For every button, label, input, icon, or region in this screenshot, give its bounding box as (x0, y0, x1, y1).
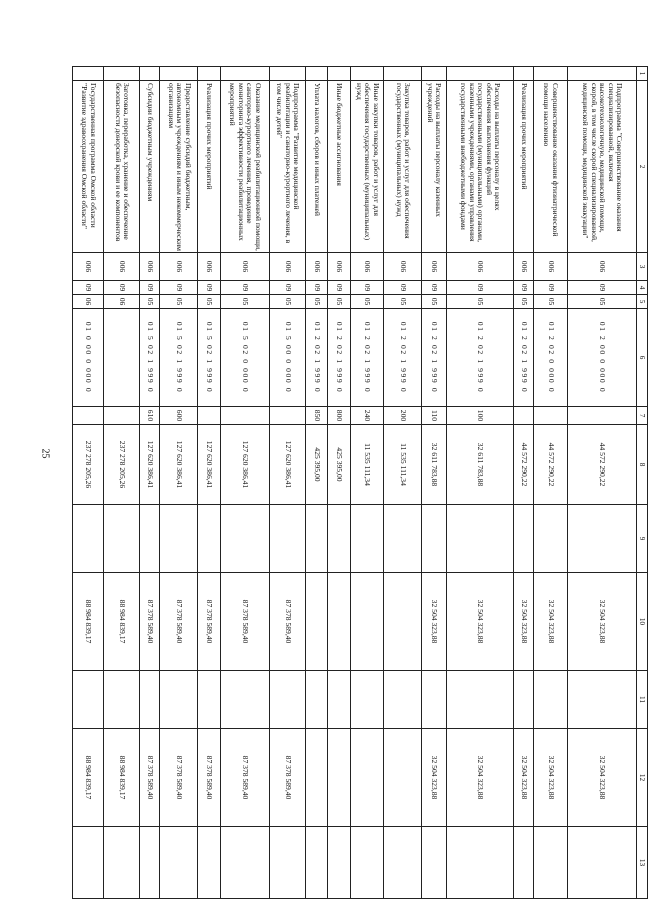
cell-c12: 87 378 589,40 (198, 729, 220, 827)
cell-c11 (73, 671, 104, 729)
cell-c10 (305, 573, 327, 671)
row-name-cell: Иные бюджетные ассигнования (328, 81, 350, 253)
cell-c9 (567, 505, 636, 573)
cell-c11 (422, 671, 447, 729)
cell-c12: 87 378 589,40 (270, 729, 306, 827)
cell-c4: 09 (567, 281, 636, 295)
cell-c10: 32 504 323,88 (567, 573, 636, 671)
cell-c5: 05 (567, 295, 636, 309)
table-row (513, 67, 533, 899)
cell-c11 (270, 671, 306, 729)
cell-c6: 01 2 02 0 000 0 (534, 309, 568, 407)
cell-c12: 87 378 589,40 (220, 729, 269, 827)
table-row (140, 67, 160, 899)
col-header: 1 (637, 67, 648, 81)
cell-c4: 09 (305, 281, 327, 295)
cell-c7 (513, 407, 533, 425)
cell-c7: 850 (305, 407, 327, 425)
cell-c3: 006 (198, 253, 220, 281)
col-header: 12 (637, 729, 648, 827)
cell-c12: 88 984 839,17 (73, 729, 104, 827)
cell-c13 (104, 827, 140, 899)
row-spacer-cell (328, 67, 350, 81)
col-header: 3 (637, 253, 648, 281)
cell-c3: 006 (422, 253, 447, 281)
cell-c12 (305, 729, 327, 827)
col-header: 6 (637, 309, 648, 407)
cell-c3: 006 (513, 253, 533, 281)
cell-c13 (513, 827, 533, 899)
cell-c3: 006 (140, 253, 160, 281)
cell-c11 (305, 671, 327, 729)
cell-c3: 006 (305, 253, 327, 281)
cell-c9 (305, 505, 327, 573)
cell-c13 (534, 827, 568, 899)
cell-c3: 006 (384, 253, 422, 281)
col-header: 10 (637, 573, 648, 671)
cell-c7: 800 (328, 407, 350, 425)
cell-c12: 32 504 323,88 (567, 729, 636, 827)
row-spacer-cell (198, 67, 220, 81)
cell-c8: 44 572 290,22 (534, 425, 568, 505)
cell-c11 (384, 671, 422, 729)
row-name-cell: Реализация прочих мероприятий (513, 81, 533, 253)
cell-c12: 32 504 323,88 (422, 729, 447, 827)
cell-c12: 87 378 589,40 (140, 729, 160, 827)
cell-c7: 600 (160, 407, 198, 425)
row-spacer-cell (513, 67, 533, 81)
cell-c8: 32 611 783,88 (422, 425, 447, 505)
cell-c4: 09 (73, 281, 104, 295)
row-name-cell: Заготовка, переработка, хранение и обеспечение безопасности донорской крови и ее компонентов (104, 81, 140, 253)
cell-c4: 09 (198, 281, 220, 295)
row-spacer-cell (446, 67, 513, 81)
col-header: 11 (637, 671, 648, 729)
cell-c6: 01 5 00 0 000 0 (270, 309, 306, 407)
row-spacer-cell (270, 67, 306, 81)
col-header: 9 (637, 505, 648, 573)
cell-c6 (104, 309, 140, 407)
cell-c12: 88 984 839,17 (104, 729, 140, 827)
cell-c13 (305, 827, 327, 899)
cell-c11 (567, 671, 636, 729)
cell-c13 (73, 827, 104, 899)
cell-c10: 87 378 589,40 (140, 573, 160, 671)
cell-c7: 240 (350, 407, 384, 425)
cell-c8: 11 535 111,34 (384, 425, 422, 505)
cell-c12: 32 504 323,88 (534, 729, 568, 827)
cell-c5: 05 (384, 295, 422, 309)
cell-c11 (328, 671, 350, 729)
cell-c12 (328, 729, 350, 827)
cell-c7: 100 (446, 407, 513, 425)
cell-c6: 01 2 02 1 999 0 (384, 309, 422, 407)
cell-c13 (446, 827, 513, 899)
row-name-cell: Подпрограмма "Развитие медицинской реабилитации и санаторно-курортного лечения, в том числе детей" (270, 81, 306, 253)
cell-c13 (270, 827, 306, 899)
cell-c7 (73, 407, 104, 425)
cell-c4: 09 (422, 281, 447, 295)
cell-c5: 05 (534, 295, 568, 309)
cell-c4: 09 (220, 281, 269, 295)
cell-c9 (198, 505, 220, 573)
cell-c3: 006 (328, 253, 350, 281)
cell-c9 (328, 505, 350, 573)
cell-c13 (140, 827, 160, 899)
cell-c5: 05 (305, 295, 327, 309)
table-row (422, 67, 447, 899)
row-spacer-cell (422, 67, 447, 81)
cell-c3: 006 (160, 253, 198, 281)
table-row (534, 67, 568, 899)
col-header: 13 (637, 827, 648, 899)
cell-c13 (328, 827, 350, 899)
cell-c4: 09 (140, 281, 160, 295)
cell-c11 (534, 671, 568, 729)
col-header: 4 (637, 281, 648, 295)
cell-c13 (220, 827, 269, 899)
cell-c6: 01 5 02 0 000 0 (220, 309, 269, 407)
cell-c10: 32 504 323,88 (446, 573, 513, 671)
cell-c9 (350, 505, 384, 573)
row-spacer-cell (350, 67, 384, 81)
cell-c9 (160, 505, 198, 573)
cell-c4: 09 (328, 281, 350, 295)
table-row (73, 67, 104, 899)
cell-c7 (198, 407, 220, 425)
cell-c5: 05 (220, 295, 269, 309)
cell-c6: 01 5 02 1 999 0 (198, 309, 220, 407)
table-row (384, 67, 422, 899)
cell-c5: 05 (350, 295, 384, 309)
cell-c13 (422, 827, 447, 899)
cell-c8: 11 535 111,34 (350, 425, 384, 505)
row-name-cell: Оказание медицинской реабилитационной помощи, санаторно-курортного лечения, проведение мониторинга эффективности реабилитационных мероприятий (220, 81, 269, 253)
table-row (305, 67, 327, 899)
cell-c3: 006 (104, 253, 140, 281)
cell-c11 (220, 671, 269, 729)
cell-c7: 610 (140, 407, 160, 425)
row-spacer-cell (104, 67, 140, 81)
cell-c8: 127 620 386,41 (198, 425, 220, 505)
cell-c10 (328, 573, 350, 671)
cell-c8: 44 572 290,22 (567, 425, 636, 505)
table-row (328, 67, 350, 899)
cell-c9 (534, 505, 568, 573)
page-number: 25 (39, 448, 51, 459)
row-name-cell: Иные закупки товаров, работ и услуг для обеспечения государственных (муниципальных) нужд (350, 81, 384, 253)
cell-c4: 09 (534, 281, 568, 295)
cell-c12: 87 378 589,40 (160, 729, 198, 827)
cell-c4: 09 (270, 281, 306, 295)
table-row (198, 67, 220, 899)
table-row (104, 67, 140, 899)
cell-c7: 200 (384, 407, 422, 425)
cell-c3: 006 (350, 253, 384, 281)
cell-c7 (534, 407, 568, 425)
cell-c9 (104, 505, 140, 573)
cell-c11 (140, 671, 160, 729)
cell-c5: 06 (104, 295, 140, 309)
cell-c8: 237 278 205,26 (104, 425, 140, 505)
cell-c8: 425 395,00 (305, 425, 327, 505)
cell-c5: 05 (446, 295, 513, 309)
cell-c10 (350, 573, 384, 671)
cell-c10: 87 378 589,40 (220, 573, 269, 671)
cell-c9 (140, 505, 160, 573)
cell-c6: 01 2 02 1 999 0 (422, 309, 447, 407)
cell-c5: 05 (160, 295, 198, 309)
cell-c4: 09 (446, 281, 513, 295)
cell-c9 (422, 505, 447, 573)
cell-c5: 05 (513, 295, 533, 309)
cell-c8: 127 620 386,41 (220, 425, 269, 505)
cell-c12 (350, 729, 384, 827)
cell-c10: 32 504 323,88 (422, 573, 447, 671)
cell-c9 (384, 505, 422, 573)
cell-c10: 88 984 839,17 (73, 573, 104, 671)
cell-c13 (567, 827, 636, 899)
table-row (160, 67, 198, 899)
col-header: 8 (637, 425, 648, 505)
cell-c6: 01 2 02 1 999 0 (328, 309, 350, 407)
table-row (270, 67, 306, 899)
row-spacer-cell (73, 67, 104, 81)
cell-c5: 05 (140, 295, 160, 309)
cell-c8: 32 611 783,88 (446, 425, 513, 505)
cell-c8: 127 620 386,41 (160, 425, 198, 505)
row-spacer-cell (384, 67, 422, 81)
row-spacer-cell (160, 67, 198, 81)
cell-c13 (350, 827, 384, 899)
cell-c10: 88 984 839,17 (104, 573, 140, 671)
cell-c5: 05 (328, 295, 350, 309)
cell-c10: 32 504 323,88 (534, 573, 568, 671)
cell-c6: 01 0 00 0 000 0 (73, 309, 104, 407)
cell-c13 (384, 827, 422, 899)
cell-c8: 425 395,00 (328, 425, 350, 505)
cell-c8: 127 620 386,41 (270, 425, 306, 505)
cell-c10 (384, 573, 422, 671)
cell-c10: 87 378 589,40 (270, 573, 306, 671)
cell-c4: 09 (350, 281, 384, 295)
cell-c7 (104, 407, 140, 425)
cell-c9 (270, 505, 306, 573)
cell-c6: 01 5 02 1 999 0 (140, 309, 160, 407)
cell-c5: 05 (270, 295, 306, 309)
cell-c12: 32 504 323,88 (446, 729, 513, 827)
column-number-row (637, 67, 648, 899)
cell-c13 (198, 827, 220, 899)
cell-c13 (160, 827, 198, 899)
cell-c7 (270, 407, 306, 425)
row-spacer-cell (534, 67, 568, 81)
cell-c6: 01 2 00 0 000 0 (567, 309, 636, 407)
row-name-cell: Субсидии бюджетным учреждениям (140, 81, 160, 253)
cell-c10: 87 378 589,40 (198, 573, 220, 671)
cell-c7 (220, 407, 269, 425)
cell-c6: 01 2 02 1 999 0 (305, 309, 327, 407)
col-header: 7 (637, 407, 648, 425)
cell-c12: 32 504 323,88 (513, 729, 533, 827)
table-body (73, 67, 637, 899)
cell-c3: 006 (567, 253, 636, 281)
row-name-cell: Государственная программа Омской области "Развитие здравоохранения Омской области" (73, 81, 104, 253)
row-name-cell: Уплата налогов, сборов и иных платежей (305, 81, 327, 253)
cell-c8: 44 572 290,22 (513, 425, 533, 505)
cell-c11 (513, 671, 533, 729)
row-name-cell: Расходы на выплаты персоналу казенных учреждений (422, 81, 447, 253)
cell-c4: 09 (513, 281, 533, 295)
cell-c7: 110 (422, 407, 447, 425)
col-header: 2 (637, 81, 648, 253)
cell-c6: 01 2 02 1 999 0 (350, 309, 384, 407)
table-row (567, 67, 636, 899)
cell-c11 (446, 671, 513, 729)
cell-c3: 006 (534, 253, 568, 281)
cell-c3: 006 (446, 253, 513, 281)
row-name-cell: Совершенствование оказания фтизиатрической помощи населению (534, 81, 568, 253)
cell-c8: 237 278 205,26 (73, 425, 104, 505)
row-name-cell: Закупка товаров, работ и услуг для обеспечения государственных (муниципальных) нужд (384, 81, 422, 253)
cell-c5: 06 (73, 295, 104, 309)
cell-c3: 006 (270, 253, 306, 281)
table-row (220, 67, 269, 899)
cell-c5: 05 (422, 295, 447, 309)
row-spacer-cell (140, 67, 160, 81)
cell-c10: 87 378 589,40 (160, 573, 198, 671)
cell-c4: 09 (384, 281, 422, 295)
cell-c7 (567, 407, 636, 425)
cell-c6: 01 5 02 1 999 0 (160, 309, 198, 407)
cell-c12 (384, 729, 422, 827)
cell-c11 (160, 671, 198, 729)
row-name-cell: Реализация прочих мероприятий (198, 81, 220, 253)
row-spacer-cell (567, 67, 636, 81)
cell-c9 (446, 505, 513, 573)
cell-c11 (104, 671, 140, 729)
cell-c10: 32 504 323,88 (513, 573, 533, 671)
row-name-cell: Расходы на выплаты персоналу в целях обеспечения выполнения функций государственными (муниципальными) органами, казенными учреждениями, органами управления государственными внебюджетными фондами (446, 81, 513, 253)
col-header: 5 (637, 295, 648, 309)
rotated-table-container (72, 66, 648, 898)
row-spacer-cell (220, 67, 269, 81)
row-spacer-cell (305, 67, 327, 81)
budget-table (72, 66, 648, 899)
cell-c3: 006 (220, 253, 269, 281)
row-name-cell: Подпрограмма "Совершенствование оказания специализированной, включая высокотехнологичную, медицинской помощи, скорой, в том числе скорой специализированной, медицинской помощи, медицинской эвакуации" (567, 81, 636, 253)
table-row (446, 67, 513, 899)
cell-c4: 09 (160, 281, 198, 295)
cell-c4: 09 (104, 281, 140, 295)
cell-c11 (350, 671, 384, 729)
table-row (350, 67, 384, 899)
cell-c6: 01 2 02 1 999 0 (513, 309, 533, 407)
cell-c3: 006 (73, 253, 104, 281)
cell-c6: 01 2 02 1 999 0 (446, 309, 513, 407)
cell-c8: 127 620 386,41 (140, 425, 160, 505)
cell-c9 (513, 505, 533, 573)
cell-c11 (198, 671, 220, 729)
cell-c5: 05 (198, 295, 220, 309)
cell-c9 (73, 505, 104, 573)
row-name-cell: Предоставление субсидий бюджетным, автономным учреждениям и иным некоммерческим организациям (160, 81, 198, 253)
cell-c9 (220, 505, 269, 573)
